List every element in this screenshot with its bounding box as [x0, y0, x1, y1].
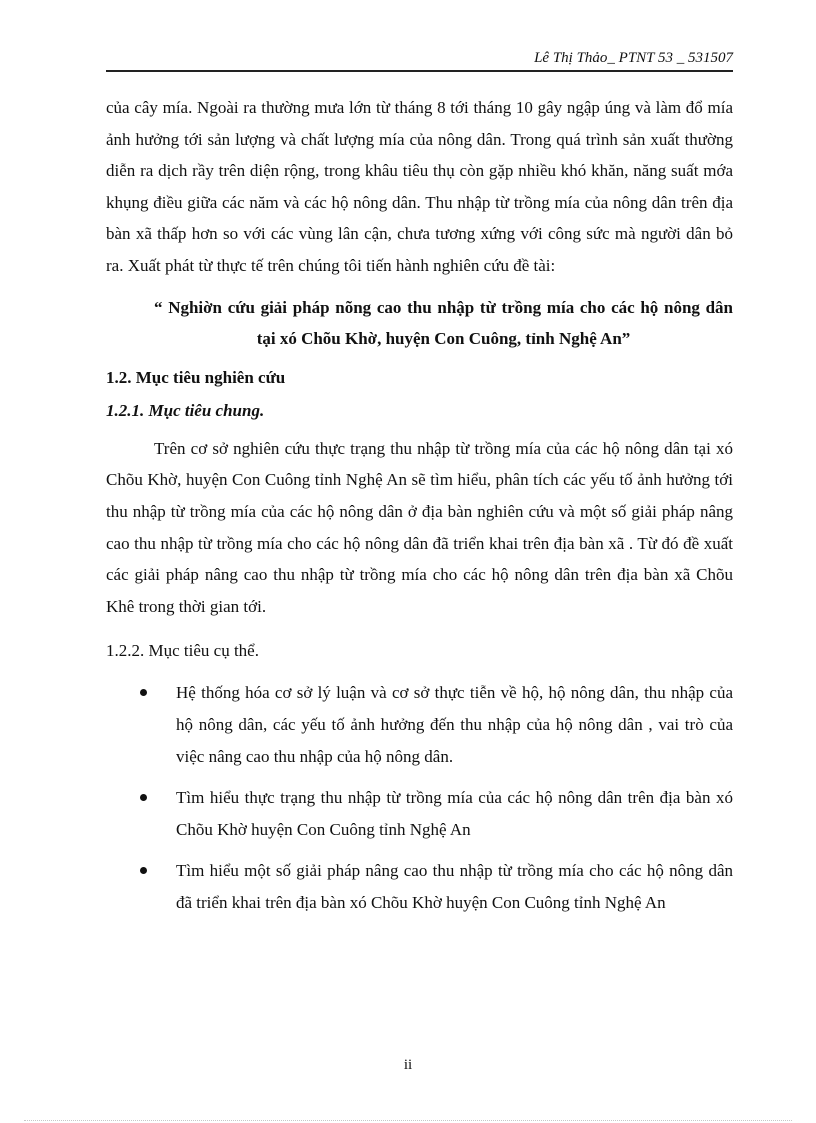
- list-item: [106, 782, 733, 845]
- list-item: [106, 677, 733, 772]
- intro-paragraph: của cây mía. Ngoài ra thường mưa lớn từ tháng 8 tới tháng 10 gây ngập úng và làm đổ mía ảnh hưởng tới sản lượng và chất lượng mía của nông dân. Trong quá trình sản xuất thường diễn ra dịch rầy trên diện rộng, trong khâu tiêu thụ còn gặp nhiều khó khăn, năng suất mớa khụng điều giữa các năm và các hộ nông dân. Thu nhập từ trồng mía của nông dân trên địa bàn xã thấp hơn so với các vùng lân cận, chưa tương xứng với công sức mà người dân bỏ ra. Xuất phát từ thực tế trên chúng tôi tiến hành nghiên cứu đề tài:: [106, 98, 733, 275]
- subsection-specific-heading: 1.2.2. Mục tiêu cụ thể.: [106, 641, 259, 661]
- research-title: “ Nghiờn cứu giải pháp nõng cao thu nhập từ trồng mía cho các hộ nông dân tại xó Chõu Khờ, huyện Con Cuông, tỉnh Nghệ An”: [154, 297, 733, 349]
- bullet-icon: [140, 867, 147, 874]
- bullet-icon: [140, 794, 147, 801]
- list-item-text: Hệ thống hóa cơ sở lý luận và cơ sở thực tiễn về hộ, hộ nông dân, thu nhập của hộ nông dân, các yếu tố ảnh hưởng đến thu nhập của hộ nông dân , vai trò của việc nâng cao thu nhập của hộ nông dân.: [176, 683, 733, 766]
- subsection-general-heading: 1.2.1. Mục tiêu chung.: [106, 400, 265, 420]
- page-body: [106, 92, 733, 928]
- objectives-list: [106, 677, 733, 918]
- general-objective-paragraph: Trên cơ sở nghiên cứu thực trạng thu nhập từ trồng mía của các hộ nông dân tại xó Chõu Khờ, huyện Con Cuông tỉnh Nghệ An sẽ tìm hiểu, phân tích các yếu tố ảnh hưởng tới thu nhập từ trồng mía của các hộ nông dân ở địa bàn nghiên cứu và một số giải pháp nâng cao thu nhập từ trồng mía cho các hộ nông dân đã triển khai trên địa bàn xã . Từ đó đề xuất các giải pháp nâng cao thu nhập từ trồng mía cho các hộ nông dân trên địa bàn xã Chõu Khê trong thời gian tới.: [106, 438, 733, 616]
- page-bottom-divider: [24, 1120, 792, 1121]
- page-header: [106, 48, 733, 72]
- bullet-icon: [140, 689, 147, 696]
- list-item: [106, 855, 733, 918]
- header-author: Lê Thị Thảo_ PTNT 53 _ 531507: [534, 50, 733, 66]
- page-number: ii: [403, 1057, 413, 1073]
- section-heading: 1.2. Mục tiêu nghiên cứu: [106, 367, 286, 387]
- list-item-text: Tìm hiểu một số giải pháp nâng cao thu nhập từ trồng mía cho các hộ nông dân đã triển khai trên địa bàn xó Chõu Khờ huyện Con Cuông tỉnh Nghệ An: [176, 861, 733, 912]
- list-item-text: Tìm hiểu thực trạng thu nhập từ trồng mía của các hộ nông dân trên địa bàn xó Chõu Khờ huyện Con Cuông tỉnh Nghệ An: [176, 788, 733, 839]
